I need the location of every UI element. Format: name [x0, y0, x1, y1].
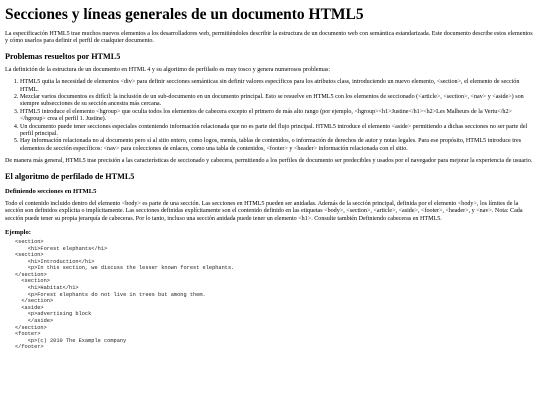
code-example: <section> <h1>Forest elephants</h1> <section> <h1>Introduction</h1> <p>In this section, we discuss the lesser known forest elephants. </section> <section> <h1>Habitat</h1> <p>Forest elephants do not live in trees but among them. </section> <aside> <p>advertising block </aside> </section> <footer> <p>(c) 2010 The Example company </footer>: [15, 238, 235, 351]
sections-subheading: Definiendo secciones en HTML5: [5, 187, 97, 195]
example-label: Ejemplo:: [5, 228, 32, 236]
page-title: Secciones y líneas generales de un documento HTML5: [5, 6, 364, 23]
list-item: 4. Un documento puede tener secciones especiales conteniendo información relacionada que no es parte del flujo principal. HTML5 introduce el elemento <aside> permitiendo a dichas secciones no ser parte del perfil principal.: [20, 124, 535, 139]
problems-list: [5, 79, 535, 153]
algorithm-heading: El algoritmo de perfilado de HTML5: [5, 171, 135, 181]
problems-lead: La definición de la estructura de un documento en HTML 4 y su algoritmo de perfilado es muy tosco y genera numerosos problemas:: [5, 66, 331, 73]
list-item: 3. HTML5 introduce el elemento <hgroup> que oculta todos los elementos de cabecera excepto el primero de más alto rango (por ejemplo, <hgroup><h1>Justine</h1><h2>Les Malheurs de la Vertu</h2></hgroup> crea el perfil 1. Justine).: [20, 109, 535, 124]
intro-paragraph: La especificación HTML5 trae muchos nuevos elementos a los desarrolladores web, permitiéndoles describir la estructura de un documento web con semántica estandarizada. Este documento describe estos elementos y cómo usarlos para definir el perfil de cualquier documento.: [5, 31, 533, 45]
problems-heading: Problemas resueltos por HTML5: [5, 51, 121, 61]
list-item: 5. Hay información relacionada no al documento pero sí al sitio entero, como logos, menús, tablas de contenidos, o información de derechos de autor y notas legales. Para ese propósito, HTML5 introduce tres elementos de sección específicos: <nav> para colecciones de enlaces, como una tabla de contenidos, <footer> y <header> información relacionada con el sitio.: [20, 138, 535, 153]
list-item: 1. HTML5 quita la necesidad de elementos <div> para definir secciones semánticas sin definir valores específicos para los atributos class, introduciendo un nuevo elemento, <section>, el elemento de sección HTML.: [20, 79, 535, 94]
problems-closing: De manera más general, HTML5 trae precisión a las características de seccionado y cabecera, permitiendo a los perfiles de documento ser predecibles y usados por el navegador para mejorar la experiencia de usuario.: [5, 158, 533, 165]
sections-paragraph: Todo el contenido incluido dentro del elemento <body> es parte de una sección. Las secciones en HTML5 pueden ser anidadas. Además de la sección principal, definida por el elemento <body>, los límites de la sección son definidos explícita o implícitamente. Las secciones definidas explícitamente son el contenido definido en las etiquetas <body>, <section>, <article>, <aside>, <footer>, <header>, y <nav>. Nota: Cada sección puede tener su propia jerarquía de cabeceras. Por lo tanto, incluso una sección anidada puede tener un elemento <h1>. Consulte también Definiendo cabeceras en HTML5.: [5, 200, 523, 222]
list-item: 2. Mezclar varios documentos es difícil: la inclusión de un sub-documento en un documento principal. Esto se resuelve en HTML5 con los elementos de seccionado (<article>, <section>, <nav> y <aside>) son siempre subsecciones de su sección ancestra más cercana.: [20, 94, 535, 109]
